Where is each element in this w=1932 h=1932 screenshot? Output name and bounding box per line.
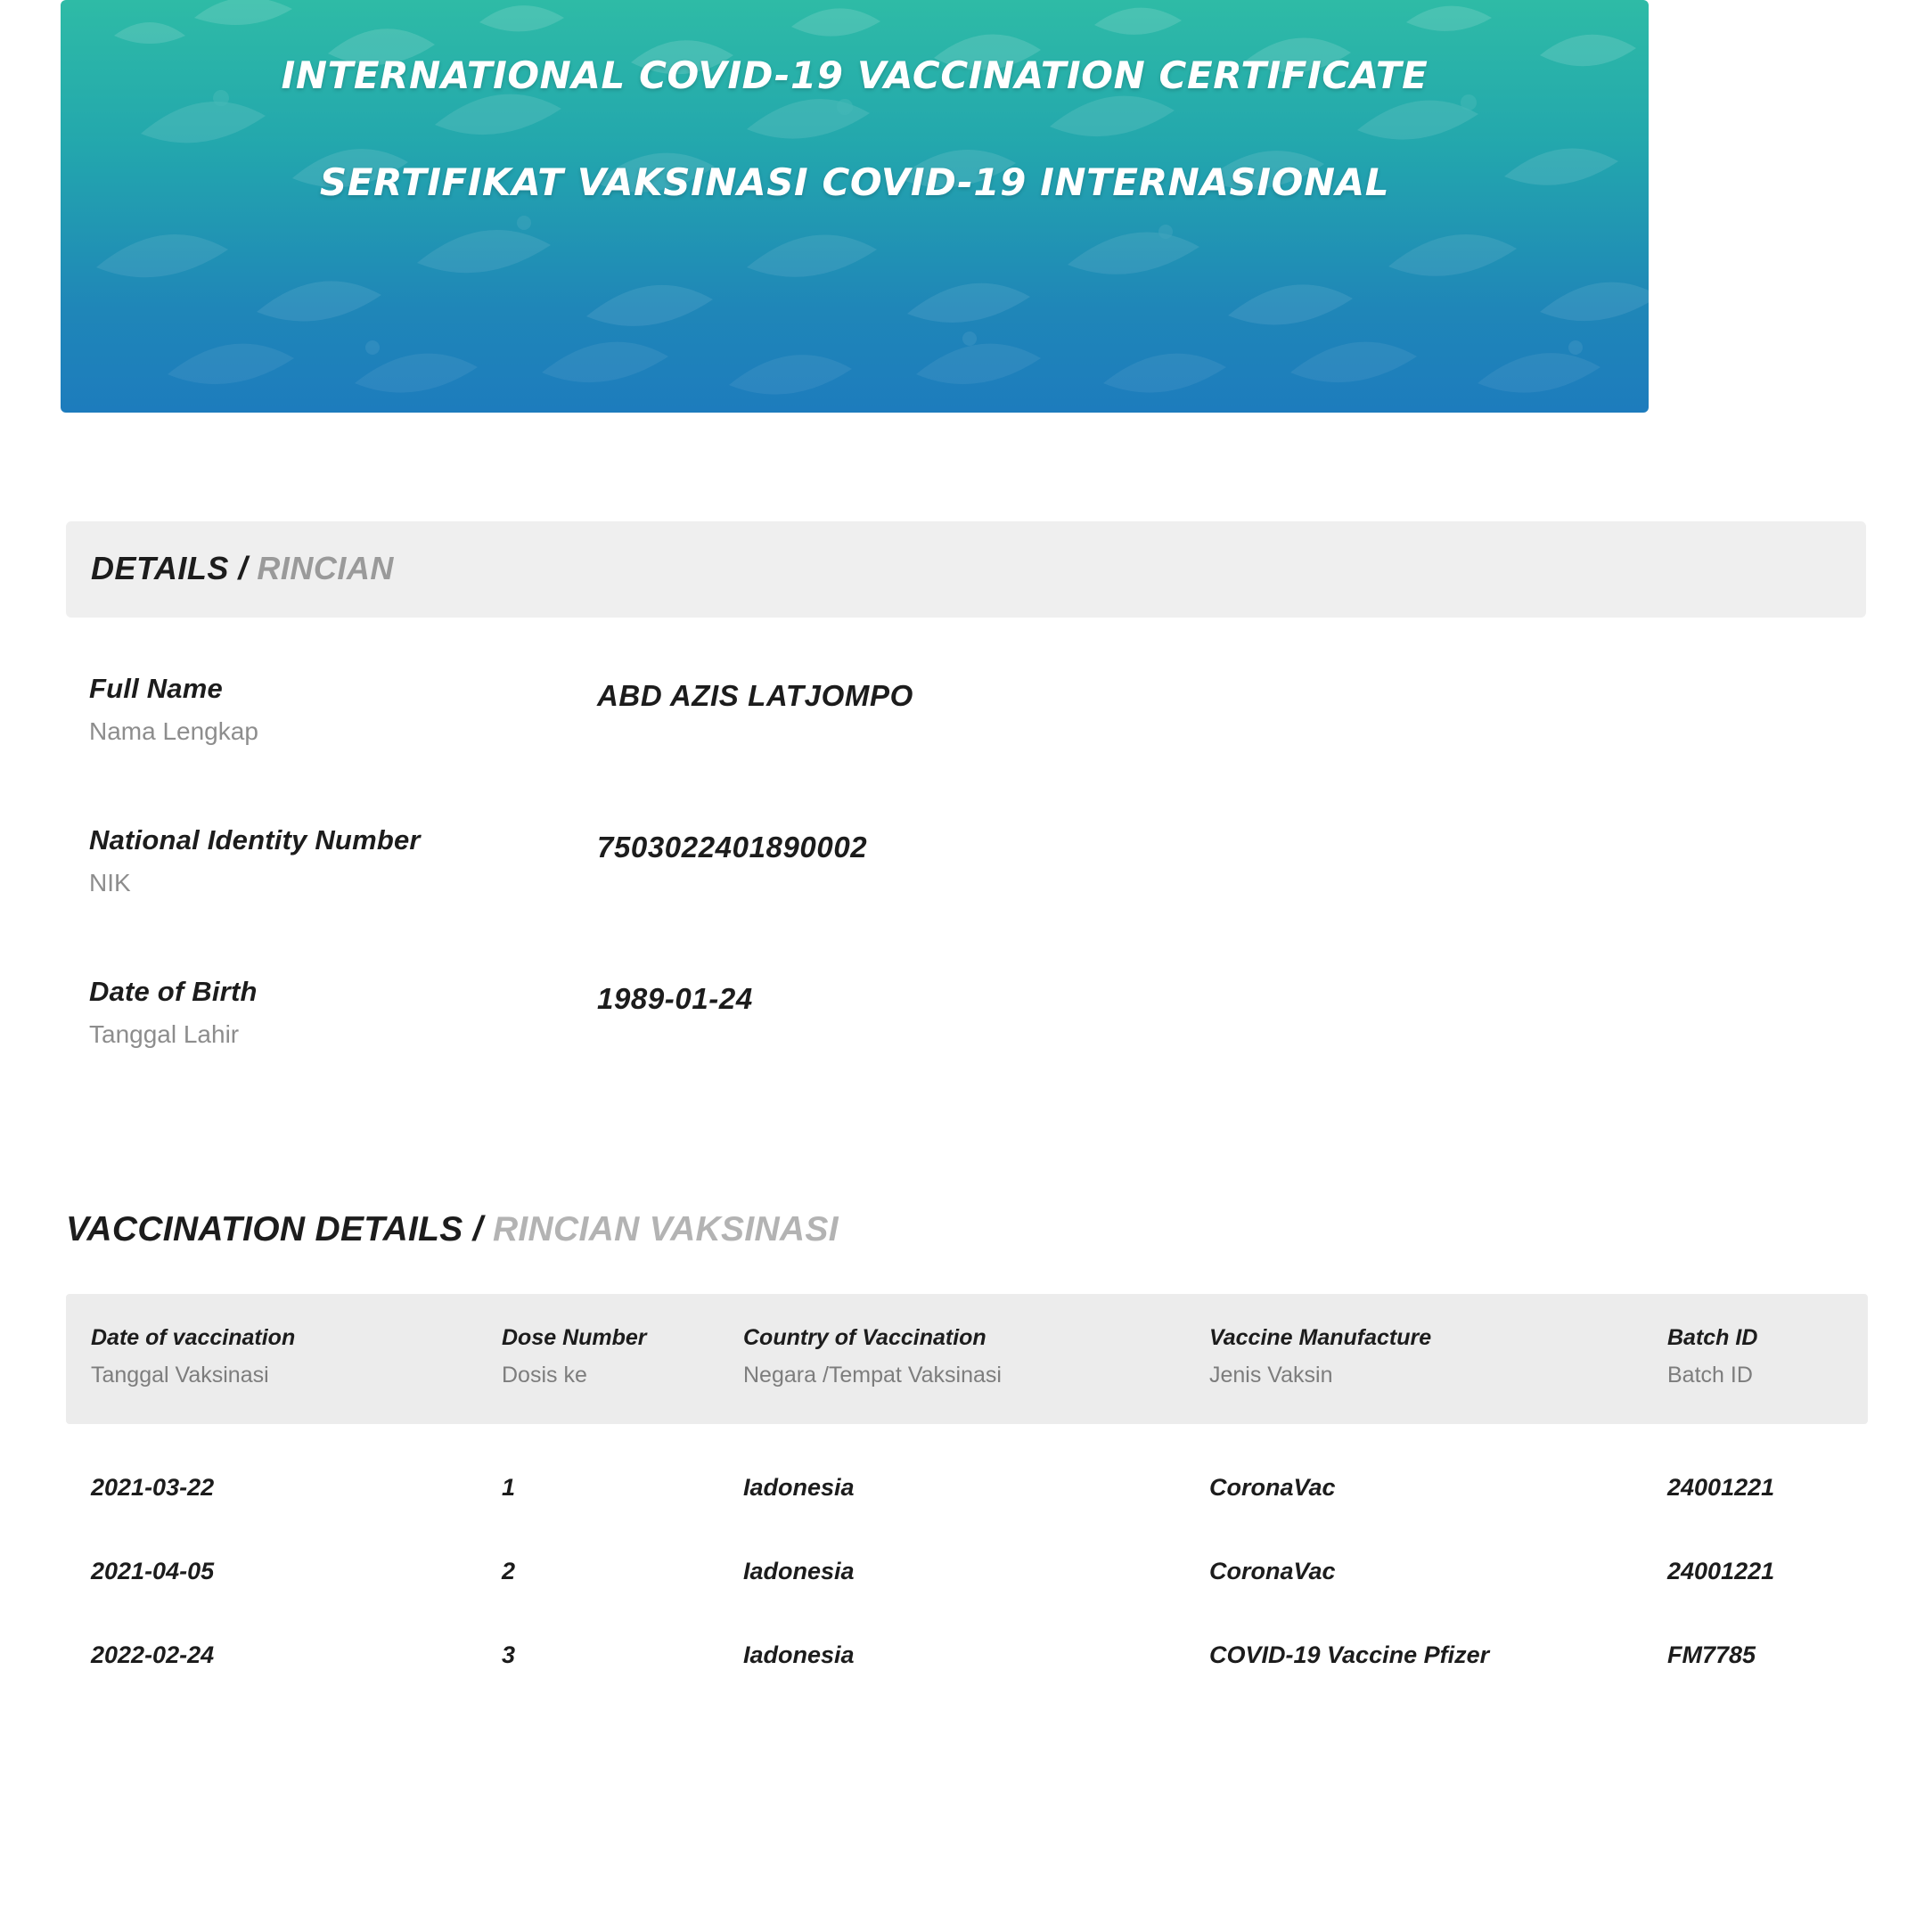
cell-manufacture: CoronaVac — [1209, 1474, 1336, 1501]
vaccination-details-heading — [66, 1210, 839, 1249]
field-label-en: Date of Birth — [89, 976, 258, 1007]
cell-dose: 2 — [502, 1558, 516, 1584]
details-heading — [91, 550, 394, 587]
table-header-manufacture — [1209, 1325, 1431, 1388]
field-value-full-name: ABD AZIS LATJOMPO — [597, 679, 913, 712]
details-heading-id: RINCIAN — [257, 550, 394, 586]
table-header-dose-en: Dose Number — [502, 1325, 647, 1350]
cell-country: Iadonesia — [743, 1641, 855, 1668]
field-label-en: Full Name — [89, 673, 223, 704]
cell-manufacture: COVID-19 Vaccine Pfizer — [1209, 1641, 1490, 1668]
vaccination-heading-en: VACCINATION DETAILS / — [66, 1210, 483, 1248]
cell-country: Iadonesia — [743, 1558, 855, 1584]
field-value-national-identity-number: 7503022401890002 — [597, 831, 868, 864]
certificate-header-banner — [61, 0, 1649, 413]
cell-batch: 24001221 — [1667, 1558, 1775, 1584]
table-header-date-id: Tanggal Vaksinasi — [91, 1363, 269, 1388]
cell-date: 2021-04-05 — [91, 1558, 215, 1584]
table-header-manufacture-id: Jenis Vaksin — [1209, 1363, 1333, 1388]
table-row — [66, 1533, 1868, 1617]
cell-country: Iadonesia — [743, 1474, 855, 1501]
cell-date: 2021-03-22 — [91, 1474, 215, 1501]
table-header-date — [91, 1325, 295, 1388]
field-date-of-birth — [89, 976, 258, 1049]
table-header-batch-en: Batch ID — [1667, 1325, 1758, 1350]
field-label-id: Tanggal Lahir — [89, 1020, 240, 1048]
vaccination-table — [66, 1294, 1868, 1700]
table-header-country-en: Country of Vaccination — [743, 1325, 986, 1350]
certificate-title-en: INTERNATIONAL COVID-19 VACCINATION CERTIFICATE — [281, 53, 1429, 97]
table-header-batch — [1667, 1325, 1757, 1388]
field-value-date-of-birth: 1989-01-24 — [597, 982, 753, 1015]
banner-text-block — [61, 55, 1649, 203]
cell-batch: 24001221 — [1667, 1474, 1775, 1501]
table-row — [66, 1449, 1868, 1533]
vaccination-heading-id: RINCIAN VAKSINASI — [492, 1210, 839, 1248]
details-section-header — [66, 521, 1866, 618]
cell-date: 2022-02-24 — [91, 1641, 215, 1668]
table-header-row — [66, 1294, 1868, 1424]
cell-manufacture: CoronaVac — [1209, 1558, 1336, 1584]
table-row — [66, 1617, 1868, 1700]
field-label-en: National Identity Number — [89, 824, 421, 855]
table-header-country — [743, 1325, 1002, 1388]
field-label-id: NIK — [89, 869, 131, 896]
table-header-country-id: Negara /Tempat Vaksinasi — [743, 1363, 1002, 1388]
cell-dose: 1 — [502, 1474, 516, 1501]
cell-batch: FM7785 — [1667, 1641, 1756, 1668]
table-header-dose — [502, 1325, 647, 1388]
certificate-title-id: SERTIFIKAT VAKSINASI COVID-19 INTERNASIONAL — [319, 160, 1390, 205]
field-label-id: Nama Lengkap — [89, 717, 258, 745]
field-national-identity-number — [89, 824, 421, 897]
field-full-name — [89, 673, 258, 746]
table-header-date-en: Date of vaccination — [91, 1325, 296, 1350]
details-heading-en: DETAILS / — [91, 550, 248, 586]
cell-dose: 3 — [502, 1641, 516, 1668]
table-header-dose-id: Dosis ke — [502, 1363, 587, 1388]
table-header-manufacture-en: Vaccine Manufacture — [1209, 1325, 1432, 1350]
table-header-batch-id: Batch ID — [1667, 1363, 1753, 1388]
